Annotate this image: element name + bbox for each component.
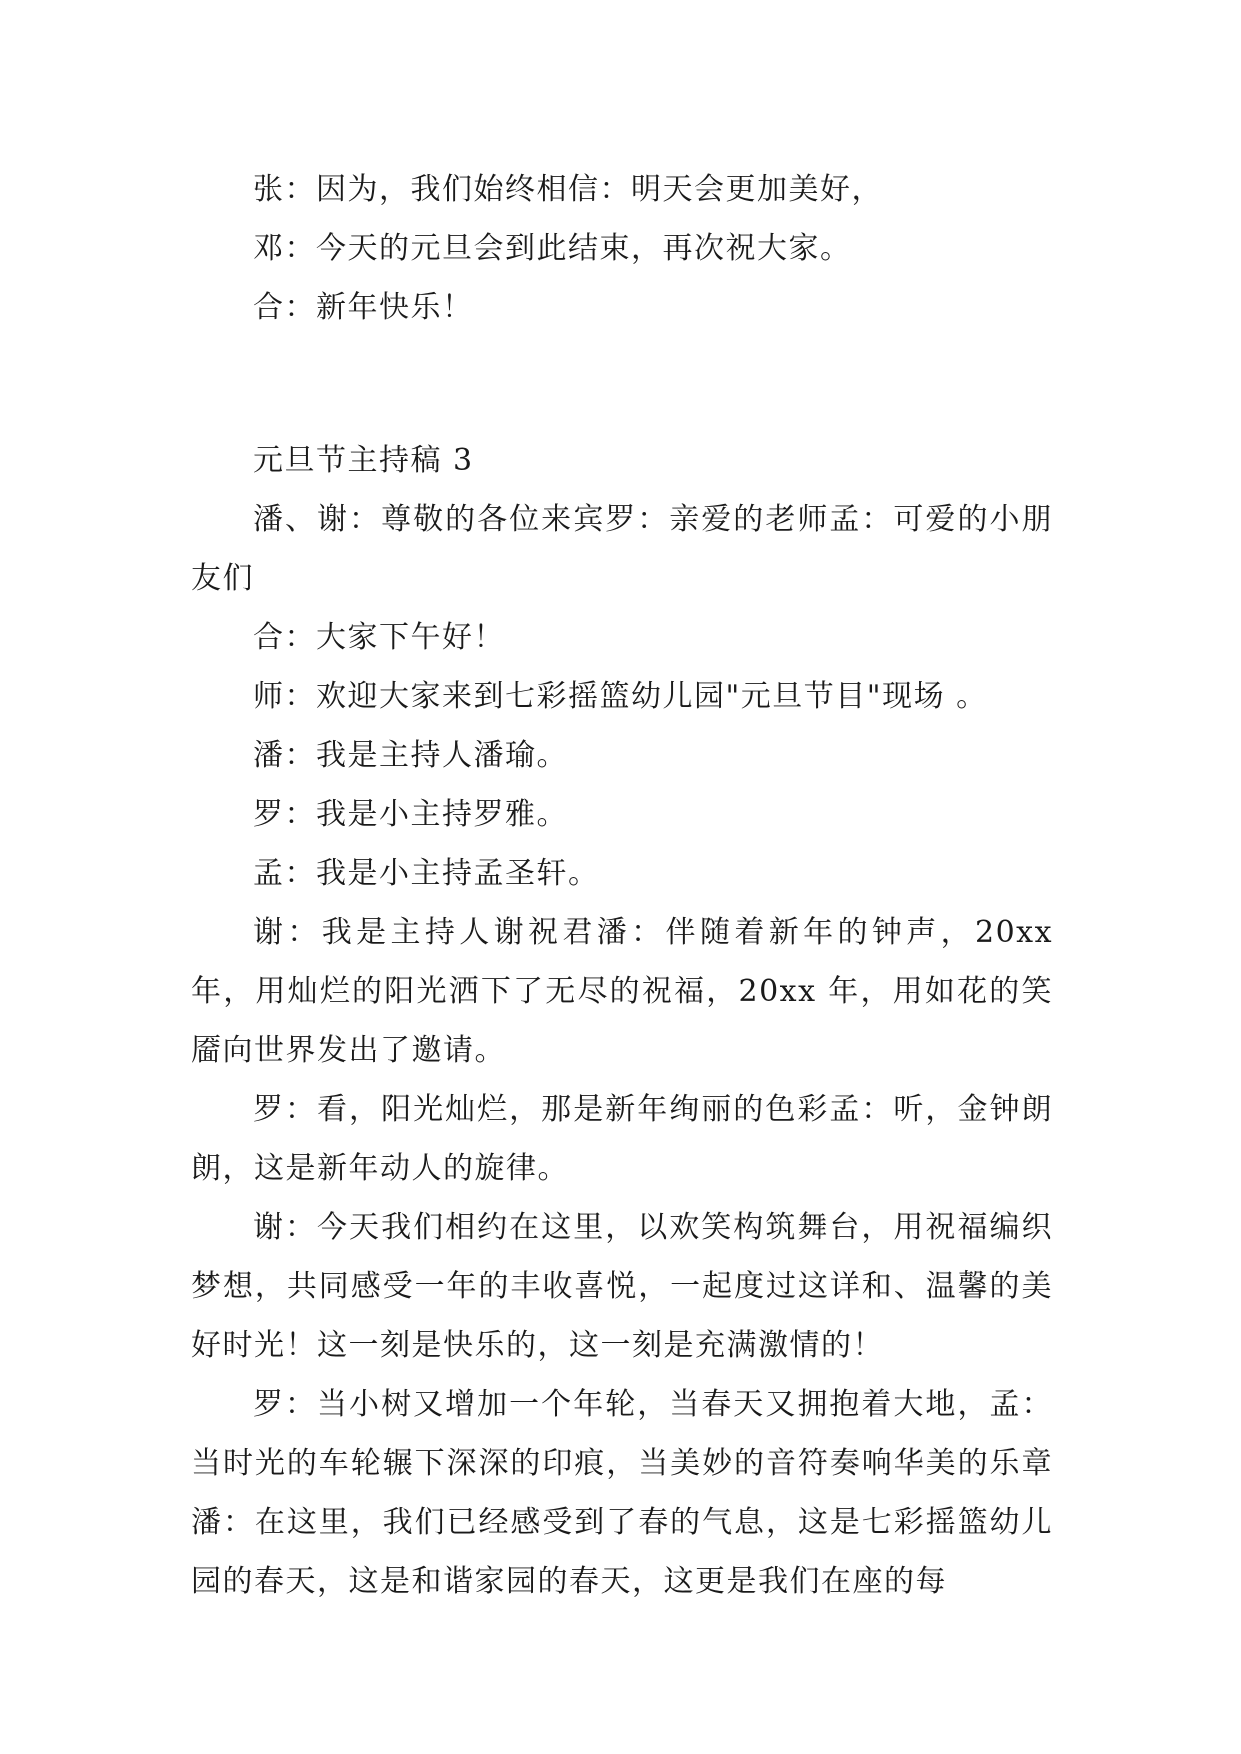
dialogue-line: 潘：我是主持人潘瑜。 [253, 738, 568, 773]
dialogue-line-together: 合：新年快乐！ [253, 290, 474, 325]
dialogue-line: 潘、谢：尊敬的各位来宾罗：亲爱的老师孟：可爱的小朋友们 [191, 502, 1053, 596]
dialogue-line: 罗：看，阳光灿烂，那是新年绚丽的色彩孟：听，金钟朗朗，这是新年动人的旋律。 [191, 1092, 1053, 1186]
dialogue-line-deng: 邓：今天的元旦会到此结束，再次祝大家。 [253, 231, 852, 266]
dialogue-line: 合：大家下午好！ [253, 620, 505, 655]
dialogue-line: 罗：当小树又增加一个年轮，当春天又拥抱着大地，孟：当时光的车轮辗下深深的印痕，当美妙的音符奏响华美的乐章潘：在这里，我们已经感受到了春的气息，这是七彩摇篮幼儿园的春天，这是和谐家园的春天，这更是我们在座的每 [191, 1387, 1053, 1599]
dialogue-line: 罗：我是小主持罗雅。 [253, 797, 568, 832]
dialogue-line: 谢：今天我们相约在这里，以欢笑构筑舞台，用祝福编织梦想，共同感受一年的丰收喜悦，一起度过这详和、温馨的美好时光！这一刻是快乐的，这一刻是充满激情的！ [191, 1210, 1053, 1363]
dialogue-line: 谢：我是主持人谢祝君潘：伴随着新年的钟声，20xx 年，用灿烂的阳光洒下了无尽的祝福，20xx 年，用如花的笑靥向世界发出了邀请。 [191, 915, 1053, 1068]
section-title: 元旦节主持稿 3 [253, 443, 474, 478]
dialogue-line: 孟：我是小主持孟圣轩。 [253, 856, 600, 891]
dialogue-line: 师：欢迎大家来到七彩摇篮幼儿园"元旦节目"现场 。 [253, 679, 988, 714]
section-spacer [191, 337, 1053, 431]
document-body [191, 160, 1053, 1611]
dialogue-line-zhang: 张：因为，我们始终相信：明天会更加美好， [253, 172, 883, 207]
